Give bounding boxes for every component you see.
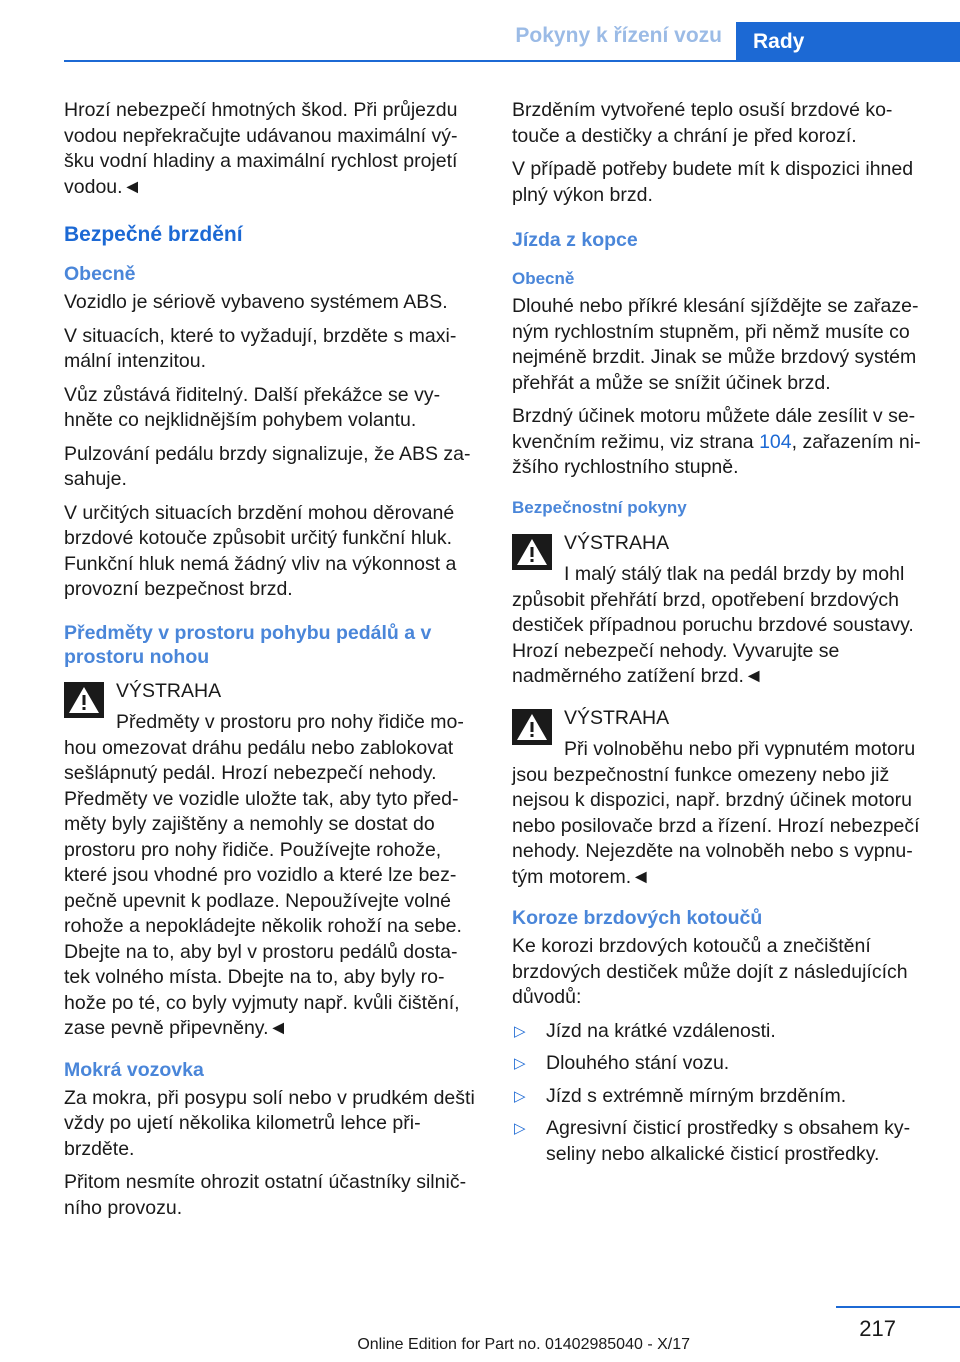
paragraph: Za mokra, při posypu solí nebo v prudkém dešti vždy po ujetí několika kilometrů lehce při‐ brzděte.: [64, 1086, 475, 1160]
footer-rule: [836, 1306, 960, 1308]
list-item-text: Dlouhého stání vozu.: [546, 1052, 730, 1074]
chapter-tab: Rady: [736, 22, 960, 62]
paragraph: Vůz zůstává řiditelný. Další překážce se vy‐ hněte co nejklidnějším pohybem volantu.: [64, 383, 441, 431]
list-item: [512, 1084, 926, 1110]
left-column: [64, 98, 478, 1229]
warning-triangle-icon: [512, 534, 552, 570]
list-item-text: Agresivní čisticí prostředky s obsahem ky‐ seliny nebo alkalické čisticí prostředky.: [546, 1117, 911, 1165]
paragraph: Hrozí nebezpečí hmotných škod. Při průjezdu vodou nepřekračujte udávanou maximální vý‐ šku vodní hladiny a maximální rychlost projetí vodou.◄: [64, 99, 458, 198]
paragraph: Přitom nesmíte ohrozit ostatní účastníky silnič‐ ního provozu.: [64, 1171, 467, 1219]
list-item-text: Jízd s extrémně mírným brzděním.: [546, 1084, 847, 1107]
subheading-general: Obecně: [512, 269, 575, 288]
warning-triangle-icon: [512, 709, 552, 745]
warning-text: Předměty v prostoru pro nohy řidiče mo‐ hou omezovat dráhu pedálu nebo zablokovat sešlápnutý pedál. Hrozí nebezpečí nehody. Předměty ve vozidle uložte tak, aby tyto před‐ měty byly zajištěny a nemohly se dostat do prostoru pro nohy řidiče. Používejte rohože, které jsou vhodné pro vozidlo a které lze bez‐ pečně upevnit k podlaze. Nepoužívejte volné rohože a nepokládejte několik rohoží na sebe. Dbejte na to, aby byl v prostoru pedálů dosta‐ tek volného místa. Dbejte na to, aby byly ro‐ hože po té, co byly vyjmuty např. kvůli čištění, zase pevně připevněny.◄: [64, 711, 464, 1039]
text: Brzdný účinek motoru můžete dále zesílit v se‐ kvenčním režimu, viz strana: [512, 405, 916, 453]
warning-triangle-icon: [64, 682, 104, 718]
warning-title: VÝSTRAHA: [564, 531, 670, 554]
triangle-bullet-icon: ▷: [514, 1055, 526, 1072]
paragraph-with-link: [512, 404, 926, 481]
warning-block: [512, 531, 926, 690]
warning-block: [512, 706, 926, 891]
subheading-objects-footwell: Předměty v prostoru pohybu pedálů a v prostoru nohou: [64, 621, 432, 668]
page-number: 217: [859, 1316, 896, 1341]
paragraph: V situacích, které to vyžadují, brzděte s maxi‐ mální intenzitou.: [64, 324, 457, 372]
heading-safe-braking: Bezpečné brzdění: [64, 223, 243, 246]
right-column: [512, 98, 926, 1174]
triangle-bullet-icon: ▷: [514, 1120, 526, 1137]
subheading-brake-corrosion: Koroze brzdových kotoučů: [512, 907, 763, 929]
paragraph: Ke korozi brzdových kotoučů a znečištění brzdových destiček může dojít z následujících důvodů:: [512, 935, 908, 1008]
list-item-text: Jízd na krátké vzdálenosti.: [546, 1019, 776, 1042]
page-reference-link[interactable]: 104: [759, 430, 792, 453]
paragraph: V případě potřeby budete mít k dispozici ihned plný výkon brzd.: [512, 158, 914, 206]
section-title: Pokyny k řízení vozu: [515, 24, 722, 47]
warning-title: VÝSTRAHA: [564, 706, 670, 729]
paragraph: Vozidlo je sériově vybaveno systémem ABS.: [64, 291, 448, 313]
paragraph: Dlouhé nebo příkré klesání sjíždějte se zařaze‐ ným rychlostním stupněm, při němž musíte co nejméně brzdit. Jinak se může brzdový systém přehřát a může se snížit účinek brzd.: [512, 295, 919, 394]
warning-title: VÝSTRAHA: [116, 679, 222, 702]
warning-block: [64, 679, 478, 1042]
triangle-bullet-icon: ▷: [514, 1022, 526, 1040]
paragraph: V určitých situacích brzdění mohou děrované brzdové kotouče způsobit určitý funkční hluk. Funkční hluk nemá žádný vliv na výkonnost a provozní bezpečnost brzd.: [64, 501, 457, 600]
cause-list: [512, 1019, 926, 1168]
list-item: [512, 1019, 926, 1045]
text: , zařazením ni‐ žšího rychlostního stupně.: [512, 430, 921, 478]
subheading-safety-notes: Bezpečnostní pokyny: [512, 497, 687, 517]
triangle-bullet-icon: ▷: [514, 1087, 526, 1105]
list-item: [512, 1116, 926, 1167]
paragraph: Brzděním vytvořené teplo osuší brzdové ko‐ touče a destičky a chrání je před korozí.: [512, 99, 893, 147]
paragraph: Pulzování pedálu brzdy signalizuje, že ABS za‐ sahuje.: [64, 442, 471, 490]
warning-text: I malý stálý tlak na pedál brzdy by mohl způsobit přehřátí brzd, opotřebení brzdových destiček případnou poruchu brzdové soustavy. Hrozí nebezpečí nehody. Vyvarujte se nadměrného zatížení brzd.◄: [512, 563, 914, 687]
page-header: [0, 0, 960, 62]
list-item: [512, 1051, 926, 1077]
edition-note: Online Edition for Part no. 01402985040 - X/17: [357, 1336, 690, 1353]
subheading-downhill: Jízda z kopce: [512, 229, 638, 251]
subheading-wet-road: Mokrá vozovka: [64, 1058, 204, 1081]
subheading-general: Obecně: [64, 263, 136, 285]
warning-text: Při volnoběhu nebo při vypnutém motoru jsou bezpečnostní funkce omezeny nebo již nejsou k dispozici, např. brzdný účinek motoru nebo posilovače brzd a řízení. Hrozí nebezpečí nehody. Nejezděte na volnoběh nebo s vypnu‐ tým motorem.◄: [512, 738, 920, 888]
